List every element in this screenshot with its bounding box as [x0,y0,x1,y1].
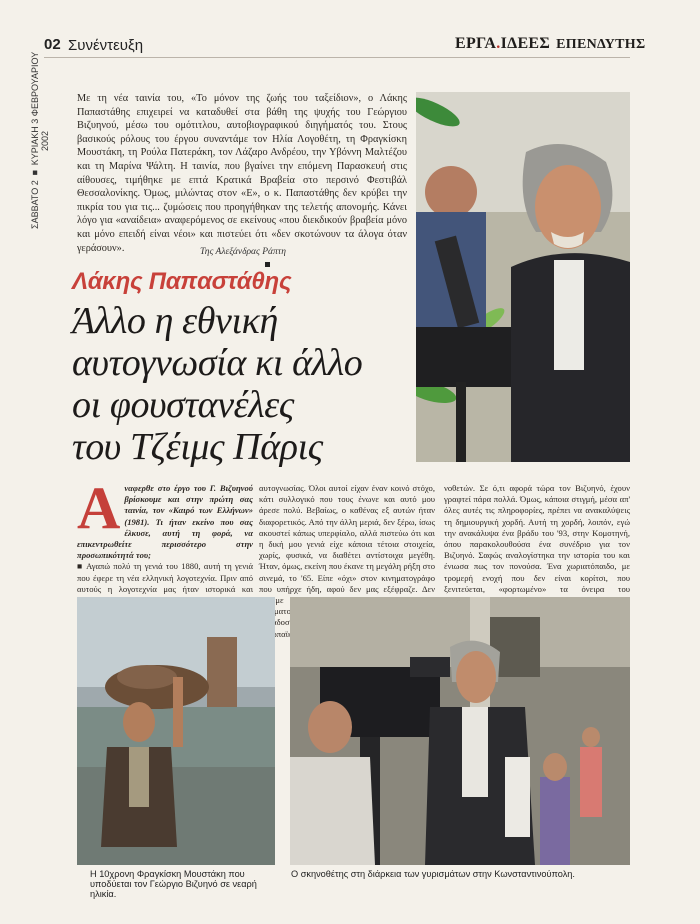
page-number: 02 [44,36,61,53]
byline: Της Αλεξάνδρας Ράπτη [200,247,286,257]
interview-answer: ■ Αγαπώ πολύ τη γενιά του 1880, αυτή τη γενιά που έφερε τη νέα ελληνική λογοτεχνία. Πριν από αυτούς η λογοτεχνία μας ήταν ιστορικά και [77,561,253,594]
filming-scene-photo [290,597,630,865]
caption-child-actor: Η 10χρονη Φραγκίσκη Μουστάκη που υποδύεται τον Γεώργιο Βιζυηνό σε νεαρή ηλικία. [90,869,257,899]
header-rule [44,57,630,58]
interview-question: ναφερθε στο έργο του Γ. Βιζυηνού βρίσκουμε και στην πρώτη σας ταινία, τον «Καιρό των Ελλήνων» (1981). Τι ήταν εκείνο που σας έλκυσε, αυτή τη φορά, να επικεντρωθείτε περισσότερο στην προσωπικότητά του; [77,483,253,561]
headline-line: αυτογνωσία κι άλλο [72,342,363,384]
filming-scene-illustration [290,597,630,865]
headline-line: οι φουστανέλες [72,384,294,426]
child-actor-photo [77,597,275,865]
body-column-3: νοθετών. Σε ό,τι αφορά τώρα τον Βιζυηνό, έχουν γραφτεί πάρα πολλά. Όμως, κάποια στιγμή, μέσα απ' όλες αυτές τις πληροφορίες, πρέπει να ανακαλύψεις τη δημιουργική χορδή. Αυτή τη χορδή, λοιπόν, εγώ την ανακάλυψα ένα βράδυ του '93, στην Κομοτηνή, όπου παρακολουθούσα ένα συνέδριο για τον Βιζυηνό. Σαφώς αναλογίστηκα την ιστορία του και ένιωσα πως τον πονούσα. Ένα χωριατόπαιδο, με τρομερή ενοχή που δεν είναι κορίτσι, που ξενιτεύεται, «φορτωμένο» τα όνειρα του [444,483,630,594]
caption-filming-scene: Ο σκηνοθέτης στη διάρκεια των γυρισμάτων στην Κωνσταντινούπολη. [291,869,575,879]
director-portrait-illustration [416,92,630,462]
drop-cap: Α [77,475,121,541]
section-title: Συνέντευξη [68,37,144,54]
headline-line: του Τζέιμς Πάρις [72,426,323,468]
interviewee-name: Λάκης Παπαστάθης [72,268,292,295]
logo-separator: . [496,35,501,52]
logo-part-2: ΙΔΕΕΣ [500,35,551,52]
intro-paragraph: Με τη νέα ταινία του, «Το μόνον της ζωής του ταξείδιον», ο Λάκης Παπαστάθης επιχειρεί να καταδυθεί στα βάθη της ψυχής του Γεώργιου Βιζυηνού, μέσω του ομότιτλου, αυτοβιογραφικού διηγήματός του. Στους βασικούς ρόλους του έργου συναντάμε τον Ηλία Λογοθέτη, τη Φραγκίσκη Μουστάκη, τη Ρούλα Πατεράκη, τον Λάζαρο Ανδρέου, την Υβόννη Μαλτέζου και τη Μαρίνα Ψάλτη. Η ταινία, που βγαίνει την επόμενη Παρασκευή στις αίθουσες, τιμήθηκε με επτά Κρατικά Βραβεία στο περσινό Φεστιβάλ Θεσσαλονίκης. Όμως, μιλώντας στον «Ε», ο κ. Παπαστάθης δεν κρύβει την πικρία του για τις... ζυμώσεις που προηγήθηκαν της τελετής απονομής. Κάνει λόγο για «αναίδεια» αναφερόμενος σε εκείνους «που διεκδικούν βραβεία μόνο και μόνο επειδή είναι νέοι» και πιστεύει ότι «δεν σκοτώνουν τα άλογα όταν γεράσουν». [77,93,407,254]
headline [72,300,422,468]
director-portrait-photo [416,92,630,462]
date-strip: ΣΑΒΒΑΤΟ 2 ■ ΚΥΡΙΑΚΗ 3 ΦΕΒΡΟΥΑΡΙΟΥ 2002 [30,51,50,230]
headline-line: Άλλο η εθνική [72,300,278,342]
publication-logo [455,35,645,53]
body-column-2: αυτογνωσίας. Όλοι αυτοί είχαν έναν κοινό στόχο, κάτι συλλογικό που τους ένωνε και αυτό μου άρεσε πολύ. Βεβαίως, ο καθένας εξ αυτών ήταν διαφορετικός. Από την άλλη μεριά, δεν ξέρω, ίσως ακουστεί κάπως υπερφίαλο, αλλά πιστεύω ότι και η δική μου γενιά είχε κάποια τέτοια στοιχεία, χωρίς, φυσικά, να διαθέτει αντίστοιχα μεγέθη. Ήταν, όμως, εκείνη που έκανε τη μεγάλη ρήξη στο σινεμά, το '65. Είπε «όχι» στον κινηματογράφο που υπήρχε ήδη, αφού δεν μας εξέφραζε. Δεν κινηματογράφο. παράδοσης ευρωπαϊκού [259,483,435,639]
byline-separator [265,262,270,267]
logo-sub: ΕΠΕΝΔΥΤΗΣ [556,37,646,52]
logo-part-1: ΕΡΓΑ [455,35,497,52]
child-actor-illustration [77,597,275,865]
